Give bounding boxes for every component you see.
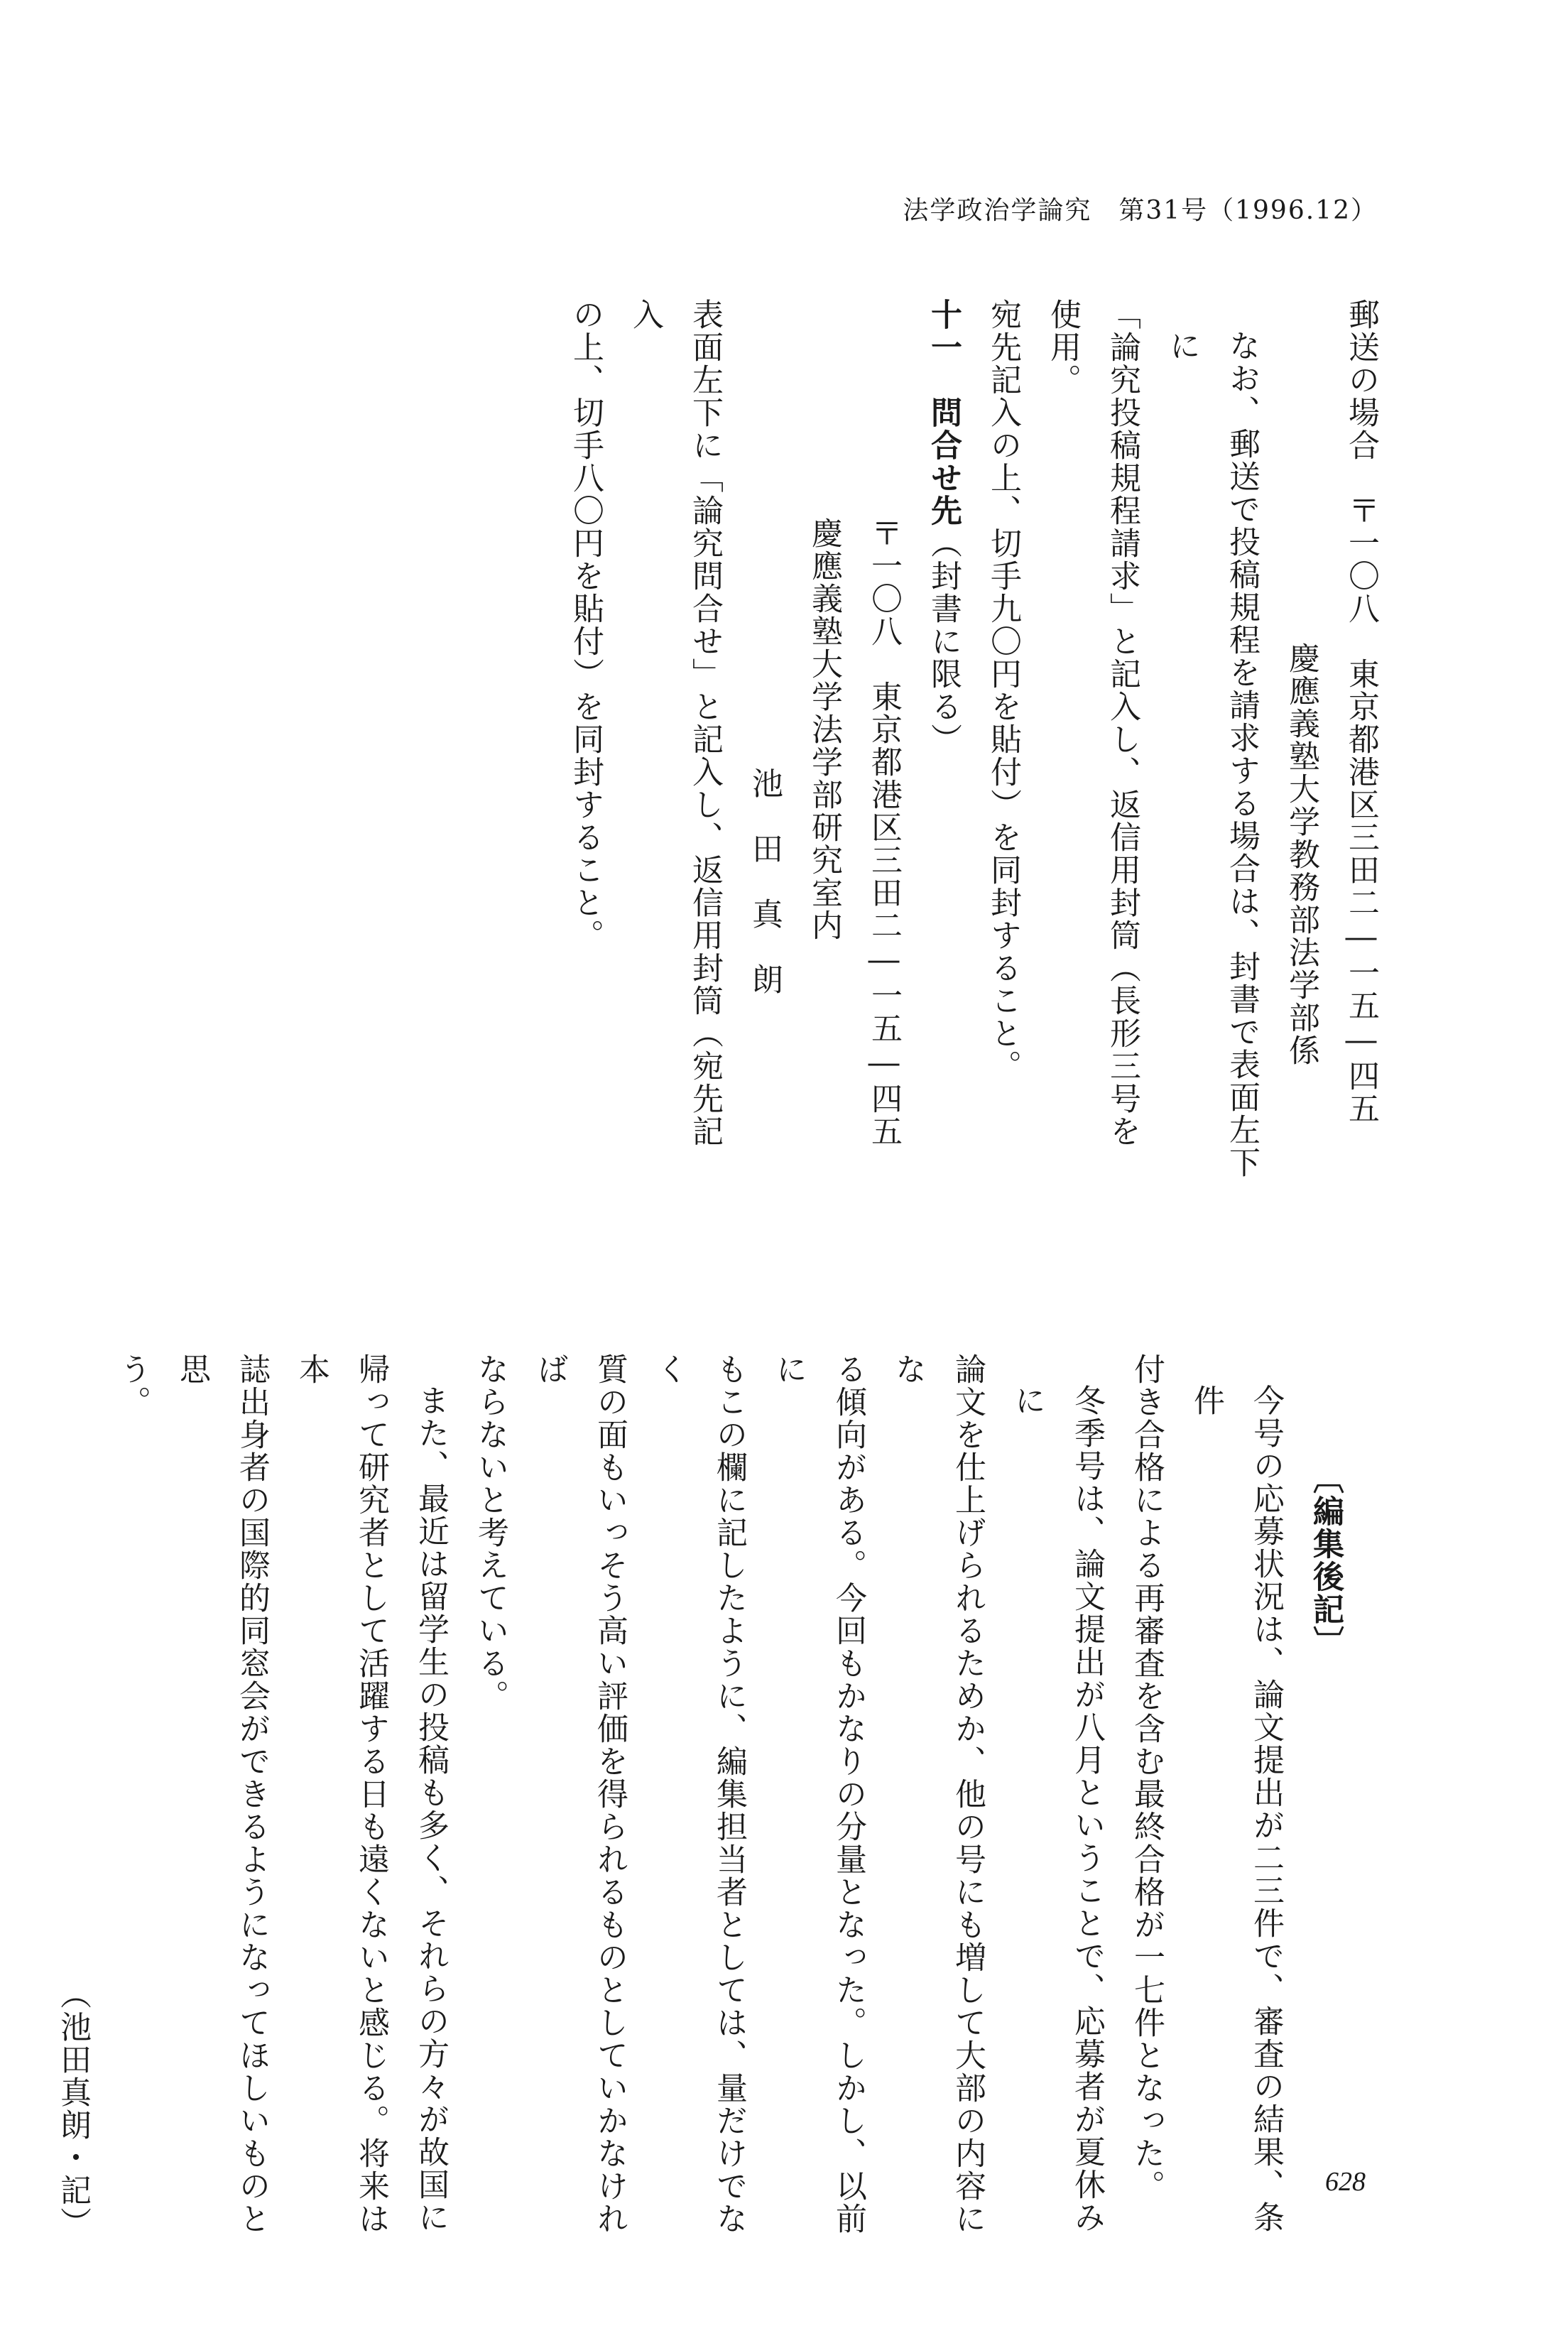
- mail-note-line-3: 宛先記入の上、切手九〇円を貼付）を同封すること。: [985, 298, 1021, 1082]
- editorial-p2-line-4: もこの欄に記したように、編集担当者としては、量だけでなく: [651, 1353, 747, 2235]
- mail-address-line: 郵送の場合 〒一〇八 東京都港区三田二―一五―四五: [1343, 298, 1379, 1125]
- inquiry-heading-title: 問合せ先: [925, 396, 962, 527]
- editorial-p1-line-1: 今号の応募状況は、論文提出が二三件で、審査の結果、条件: [1188, 1384, 1284, 2234]
- editorial-p2-line-2: 論文を仕上げられるためか、他の号にも増して大部の内容にな: [890, 1353, 986, 2235]
- editorial-heading: 〔編集後記〕: [1307, 1462, 1344, 1658]
- inquiry-note-line-2: の上、切手八〇円を貼付）を同封すること。: [567, 298, 604, 952]
- editorial-p2-line-3: る傾向がある。今回もかなりの分量となった。しかし、以前に: [771, 1353, 866, 2235]
- inquiry-heading-number: 十一: [925, 298, 962, 364]
- editorial-postscript-section: [55, 1353, 1355, 2248]
- editorial-p2-line-1: 冬季号は、論文提出が八月ということで、応募者が夏休みに: [1009, 1384, 1105, 2234]
- running-header: 法学政治学論究 第31号（1996.12）: [903, 196, 1378, 225]
- inquiry-office-line: 慶應義塾大学法学部研究室内: [806, 517, 842, 942]
- inquiry-person-line: 池 田 真 朗: [746, 767, 783, 996]
- submission-guidelines-section: [567, 298, 1390, 1179]
- editorial-p2-line-5: 質の面もいっそう高い評価を得られるものとしていかなければ: [532, 1353, 628, 2235]
- inquiry-address-line: 〒一〇八 東京都港区三田二―一五―四五: [866, 517, 902, 1148]
- inquiry-note-line-1: 表面左下に「論究問合せ」と記入し、返信用封筒（宛先記入: [627, 298, 723, 1148]
- editorial-p2-line-6: ならないと考えている。: [472, 1353, 508, 1712]
- editorial-p3-line-2: 帰って研究者として活躍する日も遠くないと感じる。将来は本: [293, 1353, 389, 2235]
- editorial-p3-line-1: また、最近は留学生の投稿も多く、それらの方々が故国に: [413, 1384, 449, 2234]
- mail-office-line: 慶應義塾大学教務部法学部係: [1283, 642, 1319, 1067]
- page-number: 628: [1325, 2167, 1366, 2197]
- editorial-signature: （池田真朗・記）: [55, 1978, 91, 2239]
- mail-note-line-1: なお、郵送で投稿規程を請求する場合は、封書で表面左下に: [1164, 330, 1260, 1179]
- mail-note-line-2: 「論究投稿規程請求」と記入し、返信用封筒（長形三号を使用。: [1045, 298, 1140, 1148]
- editorial-p3-line-3: 誌出身者の国際的同窓会ができるようになってほしいものと思: [174, 1353, 270, 2235]
- editorial-p3-line-4: う。: [114, 1353, 151, 1418]
- inquiry-heading: [913, 298, 973, 1179]
- editorial-p1-line-2: 付き合格による再審査を含む最終合格が一七件となった。: [1128, 1353, 1165, 2202]
- inquiry-heading-note: （封書に限る）: [925, 527, 962, 756]
